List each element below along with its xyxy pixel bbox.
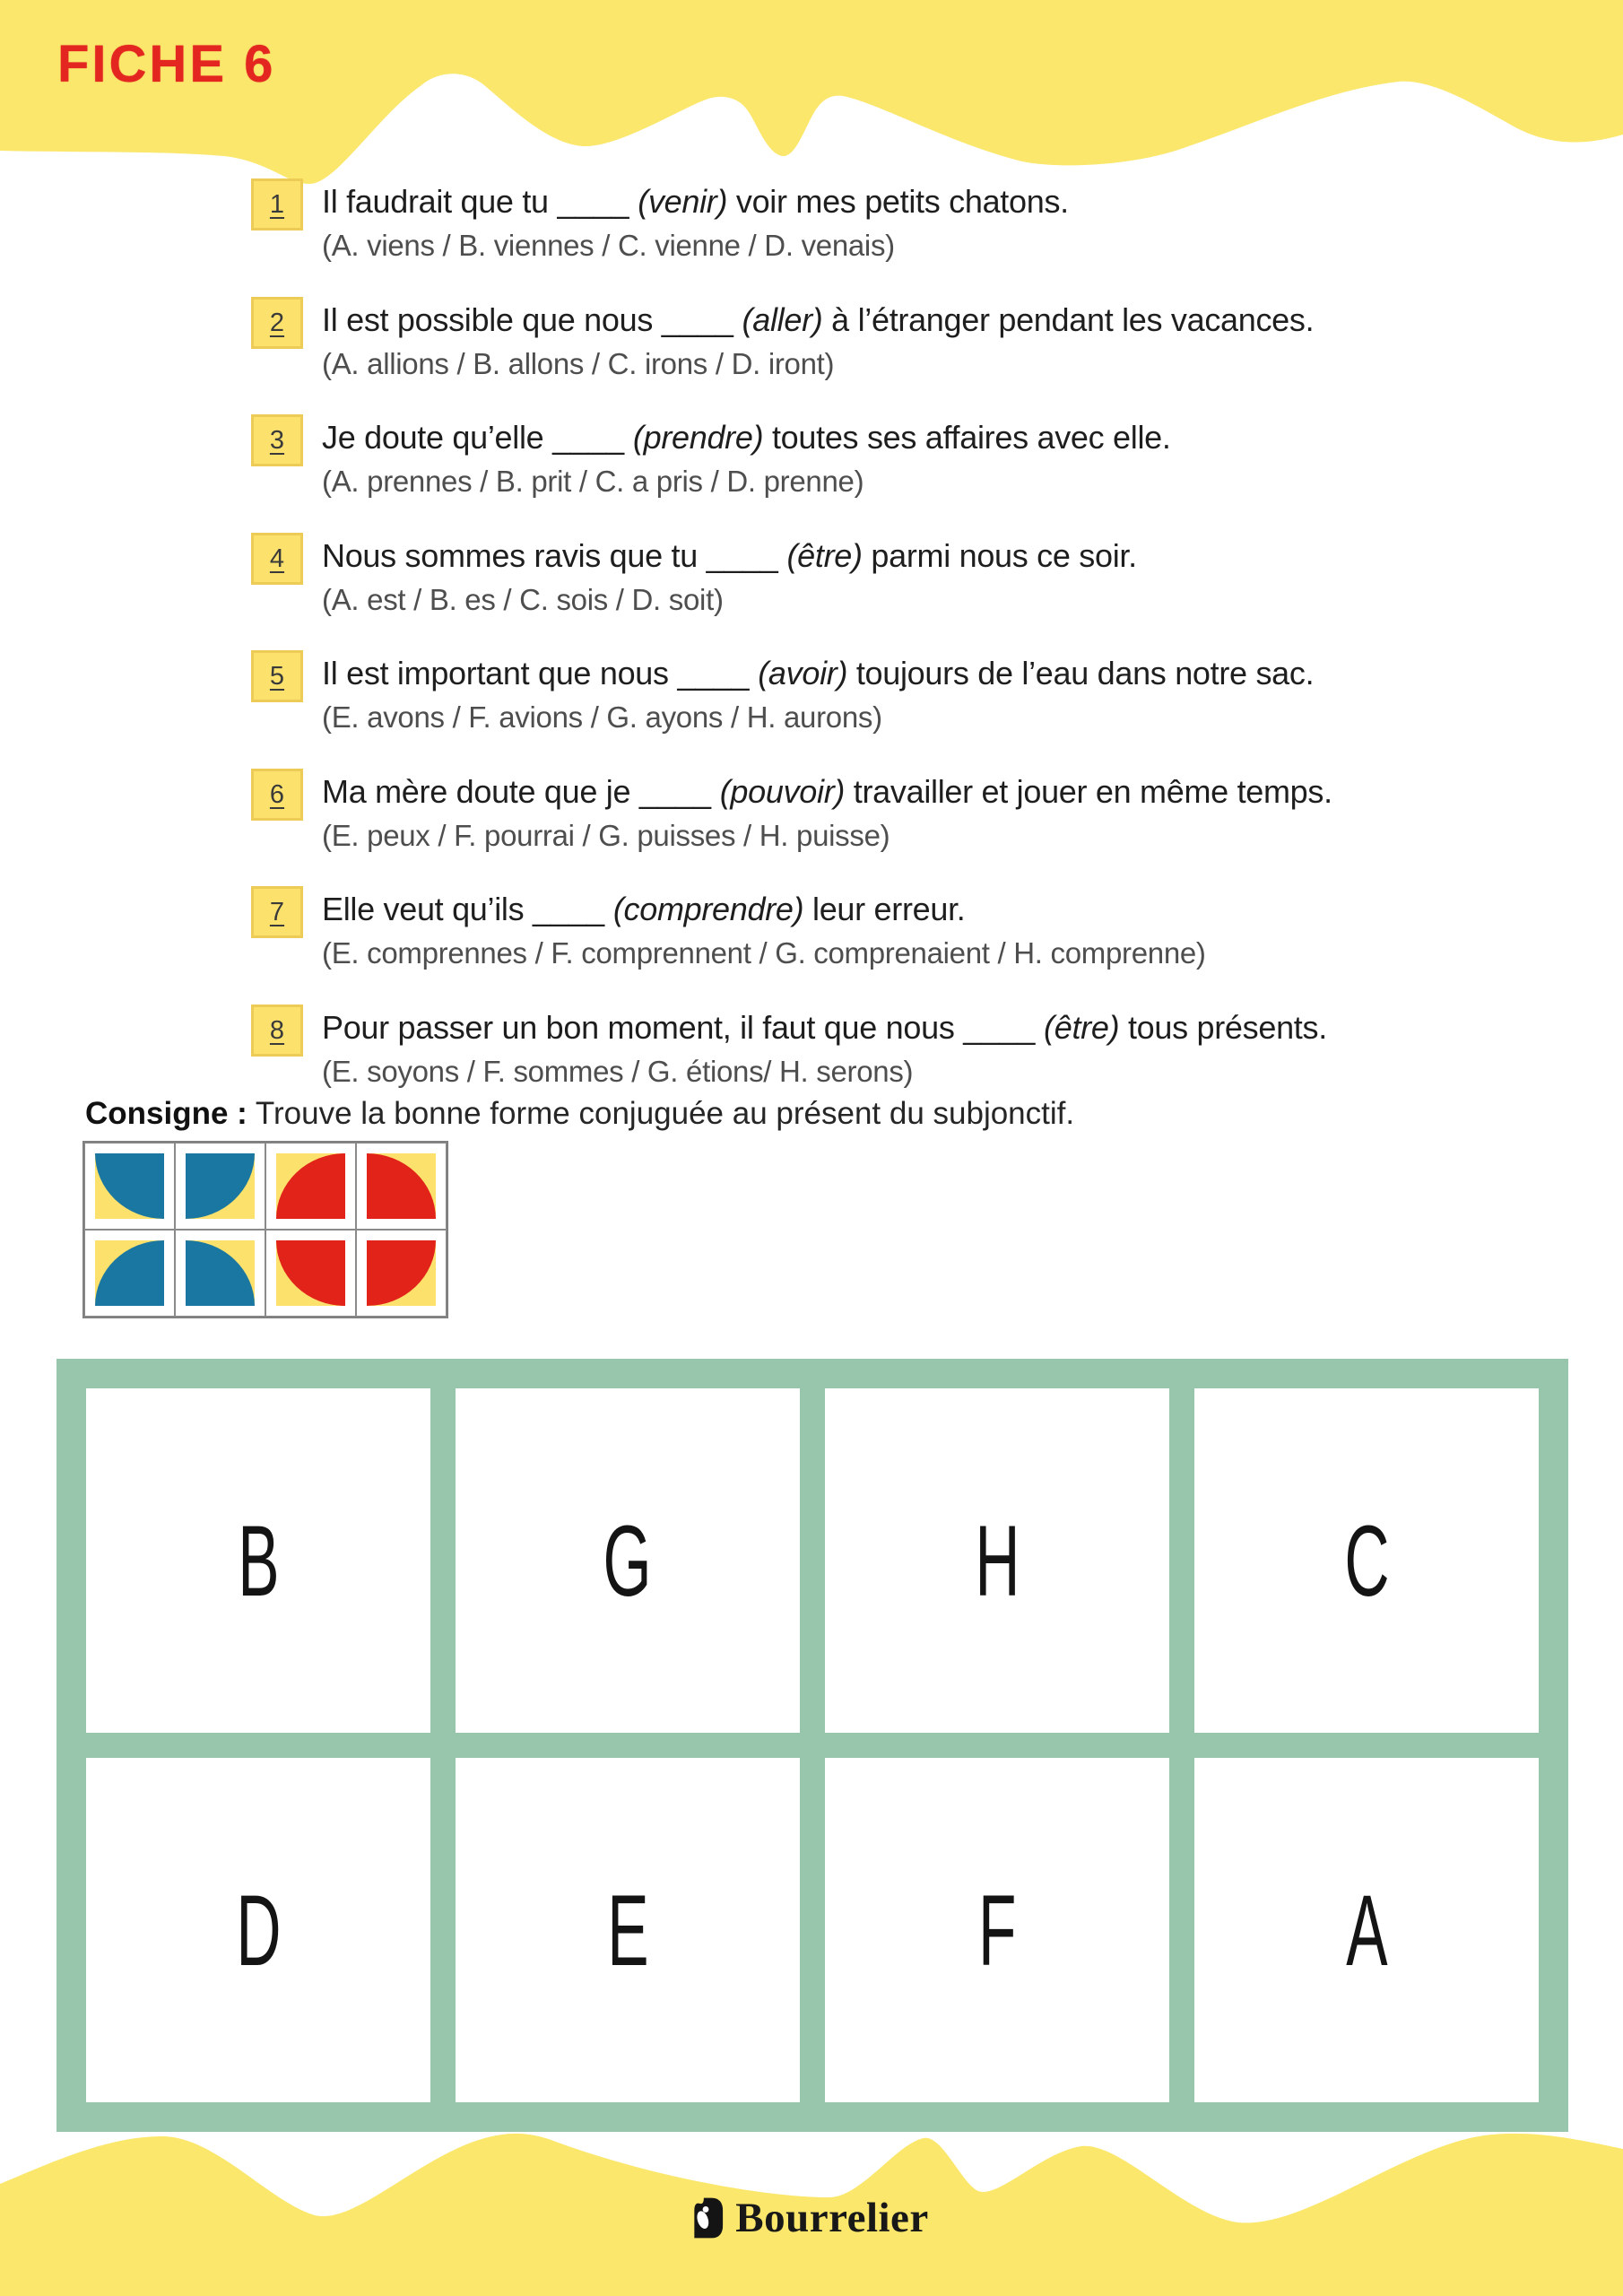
answer-cell	[86, 1388, 430, 1733]
answer-letter: D	[235, 1874, 282, 1987]
answer-blank: ____	[557, 183, 629, 220]
pattern-tile	[265, 1230, 356, 1317]
question-number: 6	[269, 779, 285, 809]
question-number: 3	[269, 425, 285, 455]
consigne-text: Trouve la bonne forme conjuguée au présent du subjonctif.	[255, 1096, 1075, 1131]
question-options: (A. prennes / B. prit / C. a pris / D. prenne)	[322, 465, 864, 498]
question-item	[251, 769, 1332, 854]
question-options: (E. avons / F. avions / G. ayons / H. aurons)	[322, 700, 882, 734]
question-options: (A. allions / B. allons / C. irons / D. iront)	[322, 347, 835, 380]
answer-blank: ____	[533, 891, 605, 927]
question-options: (E. comprennes / F. comprennent / G. comprenaient / H. comprenne)	[322, 936, 1206, 970]
question-number: 8	[269, 1015, 285, 1045]
answer-blank: ____	[552, 419, 625, 456]
question-number: 1	[269, 189, 285, 219]
verb-hint: (avoir)	[758, 655, 848, 691]
question-sentence: Elle veut qu’ils ____ (comprendre) leur erreur.	[322, 891, 966, 927]
consigne	[85, 1096, 1074, 1132]
question-options: (E. peux / F. pourrai / G. puisses / H. puisse)	[322, 819, 890, 852]
question-options: (A. est / B. es / C. sois / D. soit)	[322, 583, 724, 616]
consigne-label: Consigne :	[85, 1096, 247, 1131]
question-sentence: Il est possible que nous ____ (aller) à l’étranger pendant les vacances.	[322, 301, 1315, 338]
answer-cell	[825, 1758, 1169, 2102]
question-number-box	[251, 1004, 303, 1057]
question-number-box	[251, 414, 303, 466]
question-number-box	[251, 533, 303, 585]
quarter-circle-shape	[367, 1240, 436, 1306]
question-sentence: Nous sommes ravis que tu ____ (être) parmi nous ce soir.	[322, 537, 1137, 574]
answer-cell	[456, 1758, 800, 2102]
answer-letter: B	[237, 1504, 280, 1617]
quarter-circle-shape	[186, 1153, 255, 1219]
answer-blank: ____	[677, 655, 750, 691]
answer-blank: ____	[963, 1009, 1036, 1046]
brand-logo	[694, 2194, 929, 2242]
question-number: 7	[269, 897, 285, 926]
verb-hint: (aller)	[742, 301, 823, 338]
question-number: 5	[269, 661, 285, 691]
quarter-circle-shape	[367, 1153, 436, 1219]
answer-blank: ____	[661, 301, 733, 338]
quarter-circle-shape	[276, 1240, 345, 1306]
answer-letter: H	[974, 1504, 1020, 1617]
answer-cell	[1194, 1388, 1539, 1733]
pattern-tile	[175, 1143, 265, 1230]
pattern-tile	[265, 1143, 356, 1230]
publisher-mark-icon	[694, 2197, 723, 2239]
question-options: (A. viens / B. viennes / C. vienne / D. venais)	[322, 229, 895, 262]
answer-cell	[825, 1388, 1169, 1733]
answer-letter: F	[977, 1874, 1017, 1987]
question-number-box	[251, 650, 303, 702]
question-item	[251, 178, 1069, 264]
pattern-tile	[356, 1230, 447, 1317]
question-item	[251, 886, 1206, 971]
pattern-grid	[82, 1141, 448, 1318]
question-sentence: Ma mère doute que je ____ (pouvoir) travailler et jouer en même temps.	[322, 773, 1332, 810]
answer-blank: ____	[706, 537, 778, 574]
pattern-tile	[175, 1230, 265, 1317]
verb-hint: (comprendre)	[612, 891, 804, 927]
verb-hint: (être)	[1044, 1009, 1120, 1046]
question-number-box	[251, 886, 303, 938]
brand-name: Bourrelier	[735, 2195, 929, 2241]
answer-letter: G	[603, 1504, 653, 1617]
question-sentence: Je doute qu’elle ____ (prendre) toutes ses affaires avec elle.	[322, 419, 1171, 456]
pattern-tile	[84, 1230, 175, 1317]
question-item	[251, 650, 1314, 735]
answer-letter: A	[1345, 1874, 1388, 1987]
top-wave-decoration	[0, 0, 1623, 206]
quarter-circle-shape	[276, 1153, 345, 1219]
question-number-box	[251, 297, 303, 349]
pattern-tile	[84, 1143, 175, 1230]
verb-hint: (prendre)	[632, 419, 764, 456]
answer-letter: C	[1343, 1504, 1390, 1617]
question-number-box	[251, 769, 303, 821]
answer-cell	[1194, 1758, 1539, 2102]
question-sentence: Pour passer un bon moment, il faut que nous ____ (être) tous présents.	[322, 1009, 1327, 1046]
question-number: 4	[269, 544, 285, 573]
answer-cell	[86, 1758, 430, 2102]
quarter-circle-shape	[186, 1240, 255, 1306]
question-number-box	[251, 178, 303, 230]
question-sentence: Il est important que nous ____ (avoir) toujours de l’eau dans notre sac.	[322, 655, 1315, 691]
question-item	[251, 414, 1171, 500]
answer-letter: E	[606, 1874, 649, 1987]
answer-blank: ____	[638, 773, 712, 810]
question-number: 2	[269, 308, 285, 337]
verb-hint: (être)	[786, 537, 863, 574]
question-sentence: Il faudrait que tu ____ (venir) voir mes petits chatons.	[322, 183, 1069, 220]
answer-cell	[456, 1388, 800, 1733]
answers-grid	[56, 1359, 1568, 2132]
verb-hint: (pouvoir)	[719, 773, 846, 810]
pattern-tile	[356, 1143, 447, 1230]
question-item	[251, 1004, 1327, 1090]
verb-hint: (venir)	[638, 183, 728, 220]
page-title: FICHE 6	[57, 35, 276, 93]
quarter-circle-shape	[95, 1153, 164, 1219]
question-item	[251, 297, 1314, 382]
question-options: (E. soyons / F. sommes / G. étions/ H. serons)	[322, 1055, 914, 1088]
quarter-circle-shape	[95, 1240, 164, 1306]
question-item	[251, 533, 1137, 618]
